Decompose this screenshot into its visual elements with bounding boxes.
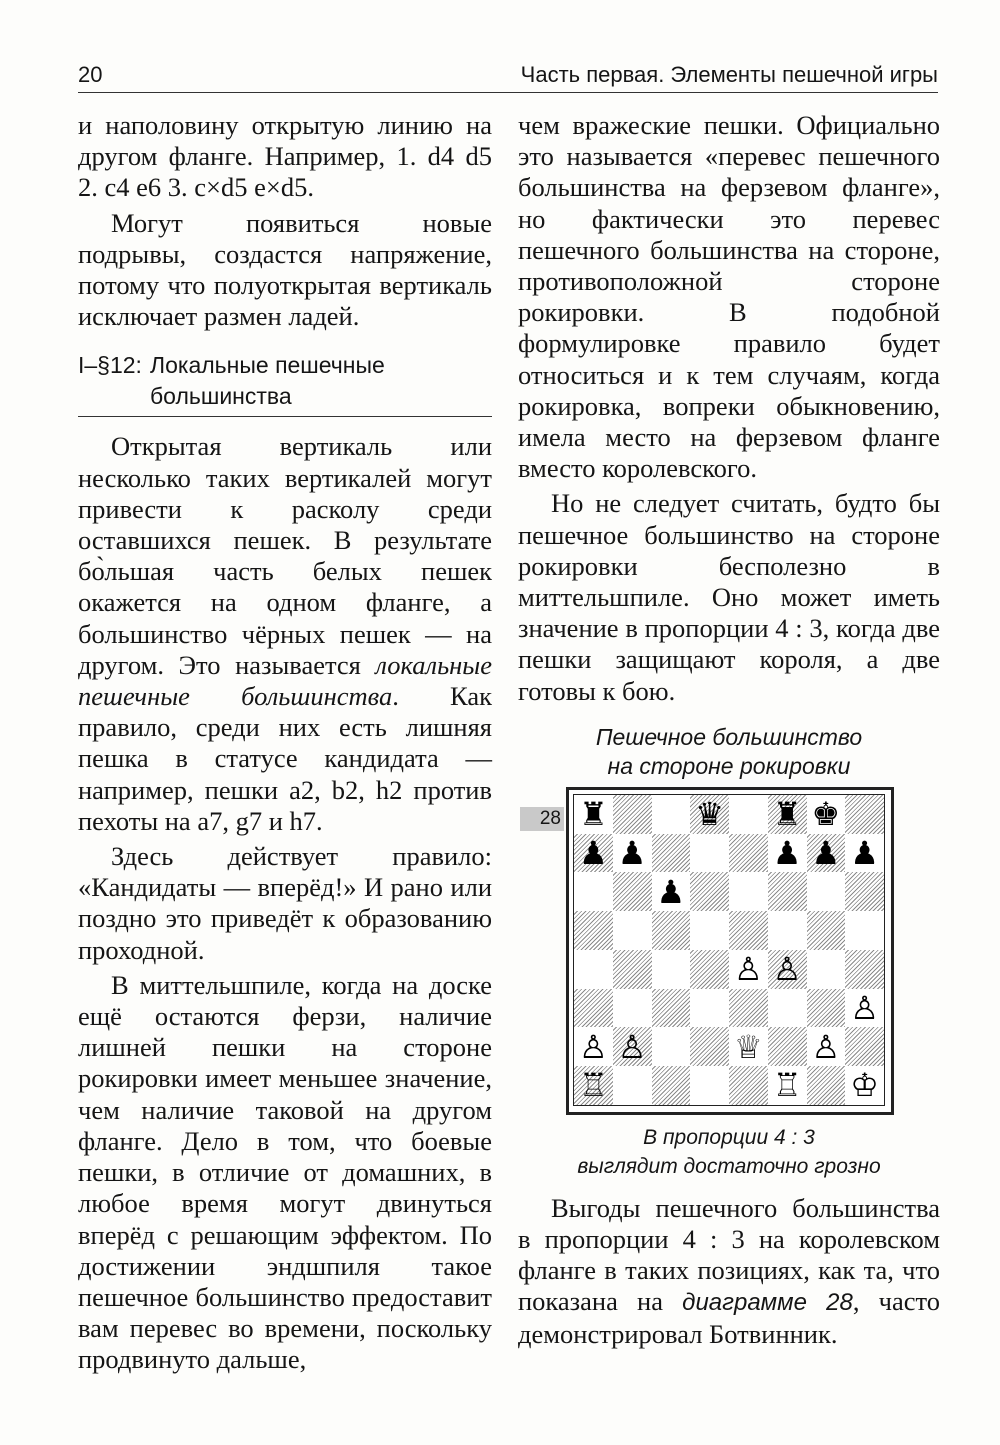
board-square (768, 911, 807, 950)
board-square (652, 795, 691, 834)
board-square (574, 834, 613, 873)
board-square (845, 1027, 884, 1066)
board-square (807, 950, 846, 989)
board-square (652, 834, 691, 873)
chess-board-frame (566, 787, 894, 1115)
board-square (574, 872, 613, 911)
diagram-caption-line2: выглядит достаточно грозно (577, 1154, 881, 1178)
chess-piece-icon: ♙ (811, 1027, 841, 1066)
chess-piece-icon: ♟ (811, 833, 841, 872)
board-square (807, 795, 846, 834)
board-square (652, 872, 691, 911)
board-square (690, 1027, 729, 1066)
chess-piece-icon: ♙ (734, 950, 763, 989)
board-square (807, 1066, 846, 1105)
board-square (690, 950, 729, 989)
chess-piece-icon: ♟ (772, 833, 802, 872)
board-square (574, 950, 613, 989)
text-run: Открытая вертикаль или несколько таких вертикалей могут привести к расколу среди оставшихся пешек. В результате бо̀льшая часть белых пешек окажется на одном фланге, а большинство чёрных пешек — на другом. Это называется (78, 431, 492, 680)
board-square (729, 795, 768, 834)
chess-piece-icon: ♔ (850, 1066, 879, 1105)
section-title-line2: большинства (150, 383, 292, 410)
paragraph: Но не следует считать, будто бы пешечное большинство на стороне рокировки бесполезно в миттельшпиле. Оно может иметь значение в пропорции 4 : 3, когда две пешки защищают короля, а две готовы к бою. (518, 488, 940, 706)
board-square (807, 989, 846, 1028)
board-square (729, 1027, 768, 1066)
section-number: I–§12: (78, 352, 142, 379)
board-square (845, 795, 884, 834)
board-square (613, 1027, 652, 1066)
paragraph (518, 1193, 940, 1350)
paragraph (78, 431, 492, 837)
diagram-reference: диаграмме 28 (682, 1289, 853, 1317)
board-square (768, 795, 807, 834)
chess-piece-icon: ♚ (811, 795, 841, 834)
board-square (768, 950, 807, 989)
board-square (690, 911, 729, 950)
chess-piece-icon: ♕ (734, 1027, 763, 1066)
board-square (729, 1066, 768, 1105)
board-square (652, 911, 691, 950)
board-square (574, 911, 613, 950)
board-square (807, 872, 846, 911)
board-square (652, 950, 691, 989)
board-square (690, 872, 729, 911)
chess-piece-icon: ♟ (579, 833, 608, 872)
board-square (729, 950, 768, 989)
board-square (652, 1027, 691, 1066)
chess-piece-icon: ♛ (695, 795, 724, 834)
board-square (690, 795, 729, 834)
board-square (845, 1066, 884, 1105)
paragraph: Здесь действует правило: «Кандидаты — вперёд!» И рано или поздно это приведёт к образованию проходной. (78, 841, 492, 965)
board-square (652, 1066, 691, 1105)
board-square (729, 834, 768, 873)
chess-piece-icon: ♟ (656, 872, 686, 911)
board-square (574, 795, 613, 834)
board-square (768, 989, 807, 1028)
board-square (729, 989, 768, 1028)
board-square (807, 834, 846, 873)
board-square (768, 834, 807, 873)
board-square (613, 1066, 652, 1105)
chess-piece-icon: ♙ (772, 950, 802, 989)
diagram-title-line2: на стороне рокировки (607, 752, 851, 779)
board-square (652, 989, 691, 1028)
board-square (729, 872, 768, 911)
chess-board (573, 794, 885, 1106)
diagram-caption-line1: В пропорции 4 : 3 (643, 1125, 815, 1149)
section-heading (78, 350, 492, 417)
right-column (518, 110, 940, 1350)
board-square (768, 872, 807, 911)
chess-piece-icon: ♜ (772, 795, 802, 834)
chess-piece-icon: ♖ (772, 1066, 802, 1105)
section-title-line1: Локальные пешечные (150, 352, 385, 379)
board-square (768, 1066, 807, 1105)
chess-piece-icon: ♙ (579, 1027, 608, 1066)
board-square (613, 834, 652, 873)
page-number: 20 (78, 62, 103, 87)
diagram-caption (518, 1123, 940, 1181)
text-run: . Как правило, среди них есть лишняя пешка в статусе кандидата — например, пешки a2, b2, h2 против пехоты на a7, g7 и h7. (78, 681, 493, 836)
board-square (574, 989, 613, 1028)
chess-piece-icon: ♟ (850, 833, 879, 872)
paragraph: Могут появиться новые подрывы, создастся напряжение, потому что полуоткрытая вертикаль исключает размен ладей. (78, 207, 492, 332)
board-square (613, 950, 652, 989)
board-square (613, 989, 652, 1028)
board-square (613, 872, 652, 911)
running-title: Часть первая. Элементы пешечной игры (520, 62, 938, 87)
paragraph: В миттельшпиле, когда на доске ещё остаются ферзи, наличие лишней пешки на стороне рокировки имеет меньшее значение, чем наличие таковой на другом фланге. Дело в том, что боевые пешки, в отличие от домашних, в любое время могут двинуться вперёд с решающим эффектом. По достижении эндшпиля такое пешечное большинство предоставит вам перевес во времени, поскольку продвинуто дальше, (78, 969, 492, 1375)
chess-piece-icon: ♜ (579, 795, 608, 834)
board-square (845, 872, 884, 911)
text-run: Выгоды пешечного большинства в пропорции 4 : 3 на королевском фланге в таких позициях, как та, что показана на (518, 1192, 940, 1317)
running-header (78, 58, 938, 93)
chess-diagram (518, 723, 940, 1193)
board-square (729, 911, 768, 950)
diagram-number: 28 (520, 807, 564, 831)
board-square (574, 1027, 613, 1066)
chess-piece-icon: ♙ (850, 988, 879, 1027)
paragraph: и наполовину открытую линию на другом фланге. Например, 1. d4 d5 2. c4 e6 3. c×d5 e×d5. (78, 110, 492, 203)
diagram-title-line1: Пешечное большинство (595, 723, 863, 750)
diagram-title (518, 723, 940, 781)
left-column (78, 110, 492, 1376)
board-square (845, 834, 884, 873)
chess-piece-icon: ♟ (617, 833, 647, 872)
board-square (690, 834, 729, 873)
board-square (574, 1066, 613, 1105)
board-square (690, 1066, 729, 1105)
board-square (845, 911, 884, 950)
board-square (807, 911, 846, 950)
board-square (845, 989, 884, 1028)
board-square (807, 1027, 846, 1066)
board-square (613, 795, 652, 834)
chess-piece-icon: ♖ (579, 1066, 608, 1105)
board-square (613, 911, 652, 950)
board-square (845, 950, 884, 989)
text-run: , часто демонстрировал Ботвинник. (518, 1286, 940, 1349)
chess-piece-icon: ♙ (617, 1027, 647, 1066)
paragraph: чем вражеские пешки. Официально это называется «перевес пешечного большинства на ферзевом фланге», но фактически это перевес пешечного большинства на стороне, противоположной стороне рокировки. В подобной формулировке правило будет относиться и к тем случаям, когда рокировка, вопреки обыкновению, имела место на ферзевом фланге вместо королевского. (518, 110, 940, 484)
board-square (690, 989, 729, 1028)
term-italic: локальные пешечные большинства (78, 649, 492, 712)
board-square (768, 1027, 807, 1066)
